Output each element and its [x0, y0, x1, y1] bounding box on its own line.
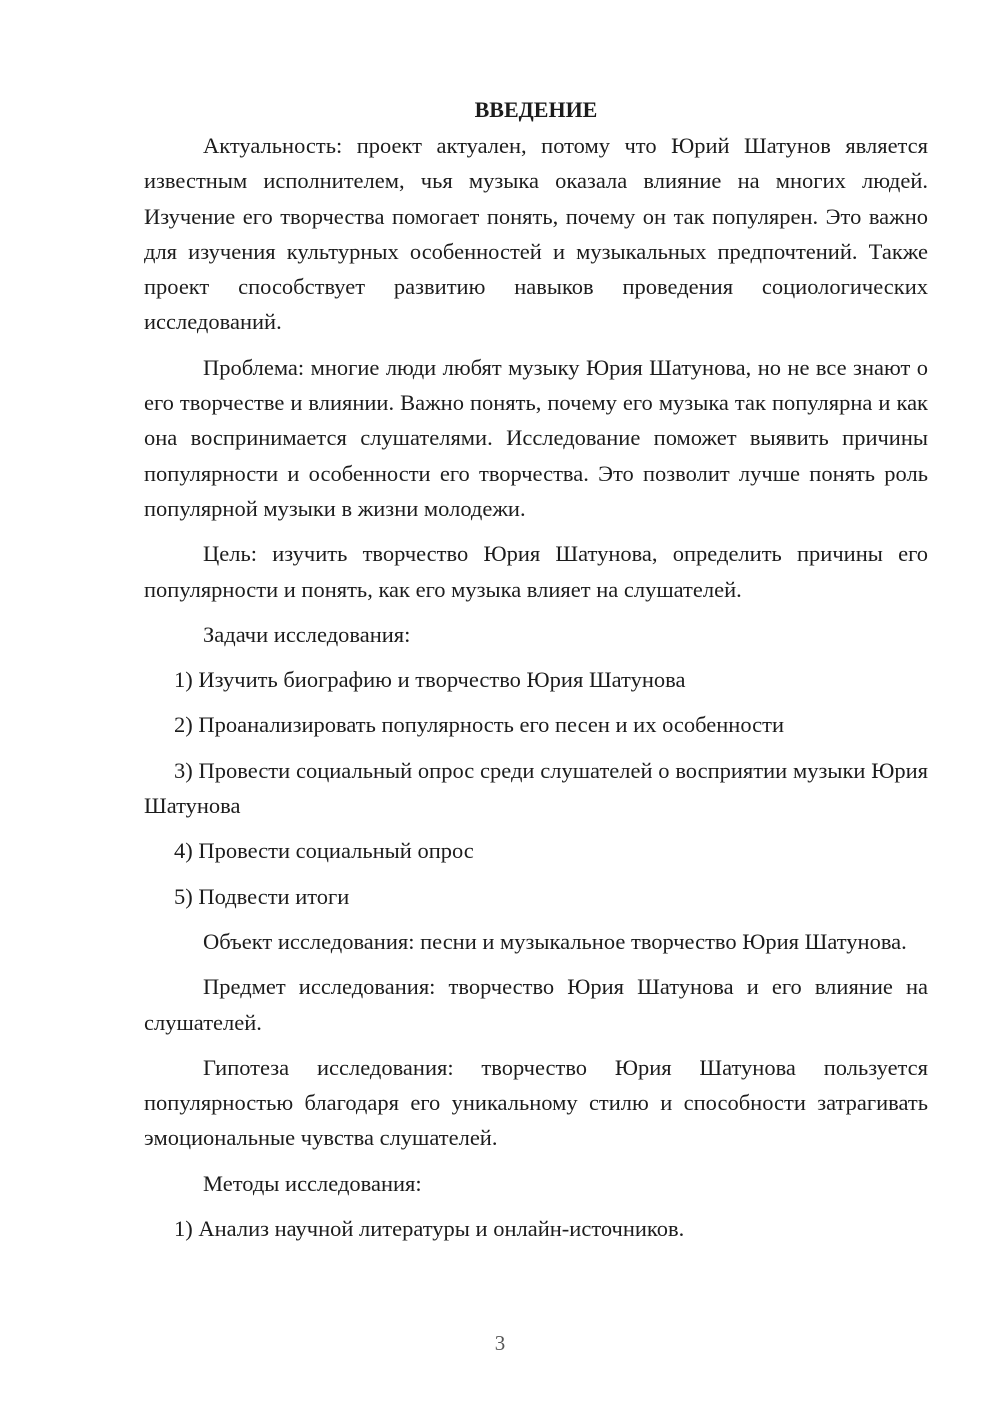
- problem-paragraph: Проблема: многие люди любят музыку Юрия Шатунова, но не все знают о его творчестве и влиянии. Важно понять, почему его музыка так популярна и как она воспринимается слушателями. Исследование поможет выявить причины популярности и особенности его творчества. Это позволит лучше понять роль популярной музыки в жизни молодежи.: [144, 354, 928, 521]
- task-item-5: 5) Подвести итоги: [174, 883, 350, 909]
- task-item-1: 1) Изучить биографию и творчество Юрия Шатунова: [174, 667, 686, 693]
- goal-paragraph: Цель: изучить творчество Юрия Шатунова, определить причины его популярности и понять, как его музыка влияет на слушателей.: [144, 541, 928, 602]
- subject-paragraph: Предмет исследования: творчество Юрия Шатунова и его влияние на слушателей.: [144, 974, 928, 1035]
- document-page: [144, 94, 928, 1256]
- task-item-2: 2) Проанализировать популярность его песен и их особенности: [174, 712, 785, 738]
- hypothesis-paragraph: Гипотеза исследования: творчество Юрия Шатунова пользуется популярностью благодаря его уникальному стилю и способности затрагивать эмоциональные чувства слушателей.: [144, 1054, 928, 1151]
- relevance-paragraph: Актуальность: проект актуален, потому что Юрий Шатунов является известным исполнителем, чья музыка оказала влияние на многих людей. Изучение его творчества помогает понять, почему он так популярен. Это важно для изучения культурных особенностей и музыкальных предпочтений. Также проект способствует развитию навыков проведения социологических исследований.: [144, 133, 928, 335]
- object-paragraph: Объект исследования: песни и музыкальное творчество Юрия Шатунова.: [203, 928, 907, 954]
- methods-title: Методы исследования:: [203, 1170, 422, 1196]
- method-item-1: 1) Анализ научной литературы и онлайн-источников.: [174, 1216, 685, 1242]
- section-heading: ВВЕДЕНИЕ: [474, 97, 598, 122]
- task-item-4: 4) Провести социальный опрос: [174, 838, 474, 864]
- page-number: 3: [494, 1331, 506, 1355]
- task-item-3: 3) Провести социальный опрос среди слушателей о восприятии музыки Юрия Шатунова: [144, 757, 928, 819]
- tasks-title: Задачи исследования:: [203, 621, 411, 647]
